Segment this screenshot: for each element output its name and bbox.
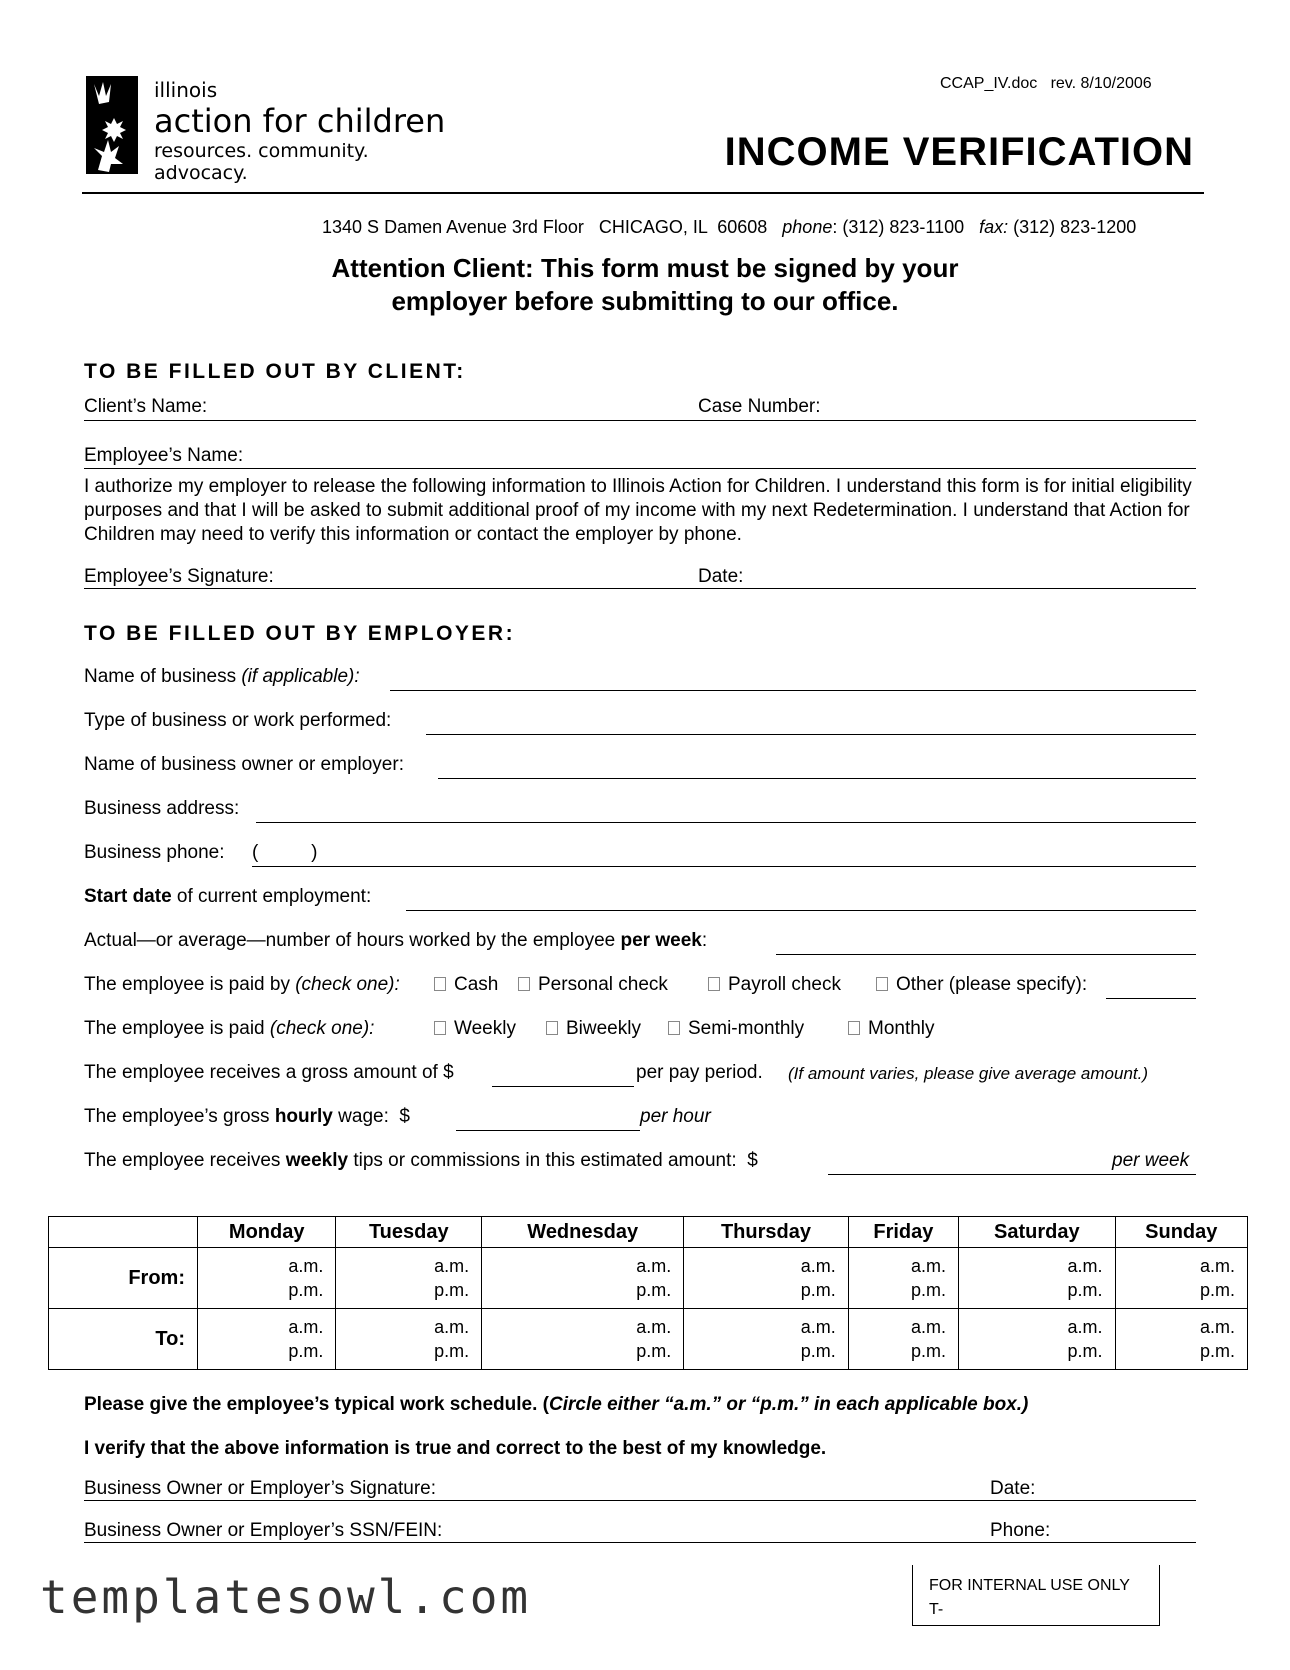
start-date-bold: Start date: [84, 886, 172, 907]
am-option[interactable]: a.m.: [434, 1256, 470, 1276]
hourly-wage-suffix: per hour: [640, 1106, 711, 1127]
paid-weekly[interactable]: [434, 1018, 516, 1040]
gross-amount-note: (If amount varies, please give average amount.): [788, 1064, 1149, 1083]
day-header: Friday: [848, 1217, 958, 1248]
pm-option[interactable]: p.m.: [636, 1280, 672, 1300]
day-header: Monday: [198, 1217, 336, 1248]
hourly-text-b: hourly: [274, 1106, 333, 1127]
start-date-rest: of current employment:: [171, 886, 377, 907]
am-option[interactable]: a.m.: [1199, 1256, 1235, 1276]
pm-option[interactable]: p.m.: [1199, 1280, 1235, 1300]
document-reference: CCAP_IV.doc rev. 8/10/2006: [940, 75, 1152, 92]
to-row-label: To:: [49, 1309, 198, 1370]
am-option[interactable]: a.m.: [1067, 1256, 1103, 1276]
gross-amount-field[interactable]: [492, 1064, 634, 1087]
paid-by-personal-check[interactable]: [518, 974, 668, 996]
clients-name-field[interactable]: [84, 396, 1196, 421]
day-header: Sunday: [1115, 1217, 1247, 1248]
tips-text-b: weekly: [285, 1150, 349, 1171]
employees-name-field[interactable]: [84, 446, 1196, 469]
paid-frequency-label: The employee is paid: [84, 1018, 270, 1039]
logo-line-illinois: illinois: [154, 78, 218, 102]
paid-by-cash-label: Cash: [454, 974, 499, 995]
checkbox-icon[interactable]: [668, 1021, 680, 1035]
start-date-field[interactable]: [406, 888, 1196, 911]
paid-semi-monthly[interactable]: [668, 1018, 804, 1040]
day-header: Wednesday: [482, 1217, 684, 1248]
phone-label: phone: [782, 217, 833, 237]
pm-option[interactable]: p.m.: [1067, 1280, 1103, 1300]
checkbox-icon[interactable]: [546, 1021, 558, 1035]
hourly-wage-field[interactable]: [456, 1108, 640, 1131]
schedule-cell[interactable]: [1115, 1309, 1247, 1370]
tips-row: [84, 1150, 758, 1172]
paid-weekly-label: Weekly: [454, 1018, 516, 1039]
internal-use-label: FOR INTERNAL USE ONLY: [929, 1577, 1130, 1594]
instruction-text-b: Circle either “a.m.” or “p.m.” in each applicable box.): [549, 1394, 1029, 1415]
owner-phone-label: Phone:: [990, 1520, 1051, 1541]
checkbox-icon[interactable]: [708, 977, 720, 991]
name-of-business-note: (if applicable):: [241, 666, 360, 687]
office-address: 1340 S Damen Avenue 3rd Floor CHICAGO, IL 60608: [322, 217, 768, 237]
paid-frequency-row: [84, 1018, 374, 1040]
table-row: [49, 1248, 1248, 1309]
table-corner: [49, 1217, 198, 1248]
start-date-row: [84, 886, 377, 908]
hours-text-c: :: [701, 930, 713, 951]
am-option[interactable]: a.m.: [636, 1256, 672, 1276]
paid-semi-monthly-label: Semi-monthly: [688, 1018, 805, 1039]
header-divider: [82, 192, 1204, 194]
schedule-cell[interactable]: [848, 1248, 958, 1309]
tips-text-c: tips or commissions in this estimated amount: $: [348, 1150, 758, 1171]
schedule-cell[interactable]: [959, 1248, 1116, 1309]
paid-frequency-note: (check one):: [269, 1018, 375, 1039]
client-date-label: Date:: [698, 566, 744, 587]
owner-signature-label: Business Owner or Employer’s Signature:: [84, 1478, 437, 1499]
pm-option[interactable]: p.m.: [434, 1280, 470, 1300]
pm-option[interactable]: p.m.: [288, 1280, 324, 1300]
checkbox-icon[interactable]: [434, 977, 446, 991]
table-row: [49, 1309, 1248, 1370]
owner-ssn-label: Business Owner or Employer’s SSN/FEIN:: [84, 1520, 443, 1541]
case-number-label: Case Number:: [698, 396, 821, 417]
client-section-heading: TO BE FILLED OUT BY CLIENT:: [84, 360, 466, 383]
paid-monthly-label: Monthly: [868, 1018, 935, 1039]
gross-amount-label: The employee receives a gross amount of $: [84, 1062, 454, 1083]
schedule-cell[interactable]: [198, 1248, 336, 1309]
business-phone-area-code: ( ): [252, 842, 318, 863]
verification-statement: I verify that the above information is true and correct to the best of my knowledge.: [84, 1438, 827, 1459]
am-option[interactable]: a.m.: [1199, 1317, 1235, 1337]
am-option[interactable]: a.m.: [288, 1256, 324, 1276]
attention-notice: [0, 252, 1290, 318]
watermark: templatesowl.com: [40, 1570, 532, 1624]
owner-name-field[interactable]: [438, 756, 1196, 779]
employees-signature-label: Employee’s Signature:: [84, 566, 274, 587]
fax-label: fax:: [979, 217, 1009, 237]
hours-per-week-field[interactable]: [776, 932, 1196, 955]
checkbox-icon[interactable]: [876, 977, 888, 991]
hours-text-a: Actual—or average—number of hours worked by the employee: [84, 930, 621, 951]
business-address-field[interactable]: [256, 800, 1196, 823]
name-of-business-row: [84, 666, 360, 688]
am-option[interactable]: a.m.: [288, 1317, 324, 1337]
pm-option[interactable]: p.m.: [911, 1280, 947, 1300]
schedule-cell[interactable]: [482, 1309, 684, 1370]
day-header: Tuesday: [336, 1217, 482, 1248]
owner-name-label: Name of business owner or employer:: [84, 754, 404, 775]
business-phone-label: Business phone:: [84, 842, 236, 863]
pm-option[interactable]: p.m.: [800, 1280, 836, 1300]
internal-use-box: [912, 1565, 1160, 1626]
logo-line-name: action for children: [154, 102, 446, 140]
business-phone-field[interactable]: [252, 844, 1196, 867]
schedule-cell[interactable]: [336, 1309, 482, 1370]
paid-by-payroll-check-label: Payroll check: [728, 974, 841, 995]
pm-option[interactable]: p.m.: [636, 1341, 672, 1361]
paid-by-other-label: Other (please specify):: [896, 974, 1088, 995]
schedule-cell[interactable]: [1115, 1248, 1247, 1309]
am-option[interactable]: a.m.: [800, 1317, 836, 1337]
paid-biweekly[interactable]: [546, 1018, 641, 1040]
am-option[interactable]: a.m.: [1067, 1317, 1103, 1337]
am-option[interactable]: a.m.: [911, 1317, 947, 1337]
office-phone: : (312) 823-1100: [832, 217, 965, 237]
am-option[interactable]: a.m.: [434, 1317, 470, 1337]
am-option[interactable]: a.m.: [911, 1256, 947, 1276]
pm-option[interactable]: p.m.: [434, 1341, 470, 1361]
page-title: INCOME VERIFICATION: [724, 130, 1194, 174]
hourly-wage-row: [84, 1106, 410, 1128]
schedule-cell[interactable]: [848, 1309, 958, 1370]
paid-by-label: The employee is paid by: [84, 974, 296, 995]
pm-option[interactable]: p.m.: [911, 1341, 947, 1361]
tips-text-a: The employee receives: [84, 1150, 286, 1171]
hands-icon: [84, 74, 142, 176]
hours-text-b: per week: [620, 930, 702, 951]
employer-section-heading: TO BE FILLED OUT BY EMPLOYER:: [84, 622, 516, 645]
schedule-cell[interactable]: [198, 1309, 336, 1370]
pm-option[interactable]: p.m.: [1199, 1341, 1235, 1361]
paid-by-payroll-check[interactable]: [708, 974, 841, 996]
contact-line: [312, 196, 1136, 238]
paid-by-row: [84, 974, 400, 996]
checkbox-icon[interactable]: [518, 977, 530, 991]
internal-use-t: T-: [929, 1601, 944, 1618]
am-option[interactable]: a.m.: [800, 1256, 836, 1276]
paid-biweekly-label: Biweekly: [566, 1018, 641, 1039]
attention-line-1: Attention Client: This form must be signed by your: [331, 253, 959, 283]
clients-name-label: Client’s Name:: [84, 396, 208, 417]
table-header-row: [49, 1217, 1248, 1248]
schedule-cell[interactable]: [684, 1248, 849, 1309]
authorization-text: I authorize my employer to release the following information to Illinois Action for Children. I understand this form is for initial eligibility purposes and that I will be asked to submit additional proof of my income with my next Redetermination. I understand that Action for Children may need to verify this information or contact the employer by phone.: [84, 476, 1192, 545]
checkbox-icon[interactable]: [848, 1021, 860, 1035]
day-header: Saturday: [959, 1217, 1116, 1248]
name-of-business-label: Name of business: [84, 666, 242, 687]
gross-amount-suffix: per pay period.: [636, 1062, 763, 1083]
logo: [84, 74, 464, 184]
paid-by-other-field[interactable]: [1106, 976, 1196, 999]
pm-option[interactable]: p.m.: [1067, 1341, 1103, 1361]
pm-option[interactable]: p.m.: [800, 1341, 836, 1361]
paid-by-personal-check-label: Personal check: [538, 974, 668, 995]
hours-per-week-row: [84, 930, 712, 952]
owner-date-label: Date:: [990, 1478, 1036, 1499]
schedule-cell[interactable]: [684, 1309, 849, 1370]
hourly-text-a: The employee’s gross: [84, 1106, 275, 1127]
schedule-cell[interactable]: [336, 1248, 482, 1309]
am-option[interactable]: a.m.: [636, 1317, 672, 1337]
from-row-label: From:: [49, 1248, 198, 1309]
tips-suffix: per week: [1112, 1150, 1190, 1171]
schedule-cell[interactable]: [959, 1309, 1116, 1370]
hourly-text-c: wage: $: [332, 1106, 410, 1127]
day-header: Thursday: [684, 1217, 849, 1248]
business-address-label: Business address:: [84, 798, 240, 819]
paid-by-cash[interactable]: [434, 974, 498, 996]
paid-by-note: (check one):: [295, 974, 400, 995]
paid-monthly[interactable]: [848, 1018, 935, 1040]
work-schedule-table: [48, 1216, 1248, 1370]
office-fax: (312) 823-1200: [1008, 217, 1137, 237]
paid-by-other[interactable]: [876, 974, 1087, 996]
checkbox-icon[interactable]: [434, 1021, 446, 1035]
type-of-business-label: Type of business or work performed:: [84, 710, 392, 731]
name-of-business-field[interactable]: [390, 668, 1196, 691]
employees-name-label: Employee’s Name:: [84, 445, 244, 466]
type-of-business-field[interactable]: [426, 712, 1196, 735]
attention-line-2: employer before submitting to our office.: [391, 286, 899, 316]
schedule-instruction: [84, 1394, 1028, 1416]
instruction-text-a: Please give the employee’s typical work schedule. (: [84, 1394, 549, 1415]
logo-line-tagline: resources. community. advocacy.: [154, 140, 369, 184]
schedule-cell[interactable]: [482, 1248, 684, 1309]
pm-option[interactable]: p.m.: [288, 1341, 324, 1361]
